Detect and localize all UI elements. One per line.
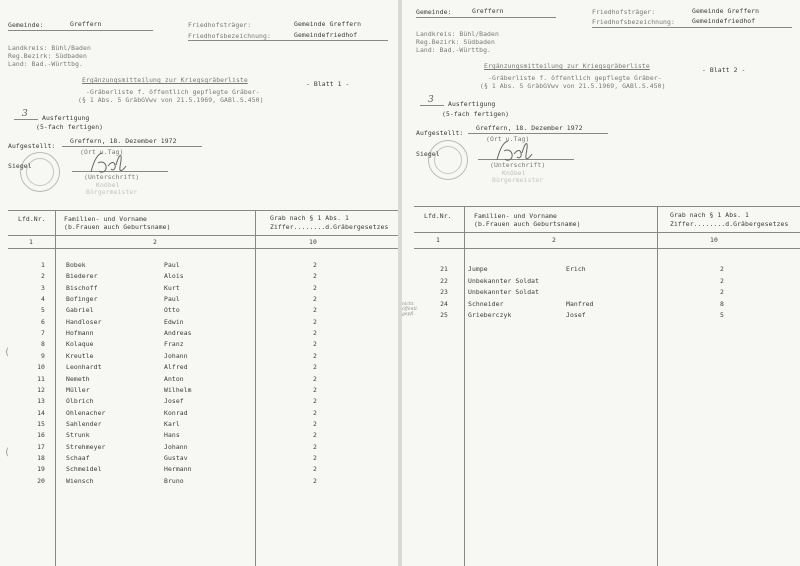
ausfertigung-number: 3 [22, 109, 28, 119]
signer-name: Knöbel [502, 169, 526, 177]
row-vor: Paul [164, 261, 180, 269]
fach-note: (5-fach fertigen) [36, 123, 104, 131]
row-z: 2 [313, 340, 317, 349]
row-z: 2 [313, 261, 317, 269]
row-z: 2 [313, 363, 317, 372]
row-nr: 6 [41, 317, 45, 326]
ausfertigung-number: 3 [428, 95, 434, 105]
row-fam: Müller [66, 385, 90, 394]
bezeichnung-label: Friedhofsbezeichnung: [592, 18, 675, 26]
col-number-10: 10 [309, 238, 317, 246]
ort-datum-label: (Ort u.Tag) [486, 135, 530, 143]
row-vor: Bruno [164, 476, 184, 485]
official-seal-stamp [428, 140, 468, 180]
row-fam: Bobek [66, 261, 86, 269]
row-fam: Biederer [66, 272, 98, 281]
row-nr: 25 [440, 311, 448, 319]
bezeichnung-label: Friedhofsbezeichnung: [188, 32, 271, 40]
row-vor: Gustav [164, 453, 188, 462]
row-z: 2 [313, 385, 317, 394]
unterschrift-label: (Unterschrift) [490, 161, 546, 169]
signer-title: Bürgermeister [492, 176, 544, 184]
row-vor: Konrad [164, 408, 188, 417]
traeger-value: Gemeinde Greffern [692, 7, 760, 15]
row-z: 2 [313, 272, 317, 281]
row-vor: Otto [164, 306, 180, 315]
row-vor: Johann [164, 351, 188, 360]
row-z: 2 [313, 408, 317, 417]
row-z: 2 [313, 283, 317, 292]
row-z: 2 [313, 306, 317, 315]
row-z: 2 [313, 465, 317, 474]
row-vor: Edwin [164, 317, 184, 326]
gemeinde-label: Gemeinde: [416, 8, 452, 16]
header-grab-2: Ziffer........d.Gräbergesetzes [270, 223, 389, 231]
row-z: 2 [313, 453, 317, 462]
reg-bezirk: Reg.Bezirk: Südbaden [416, 38, 495, 46]
row-vor: Andreas [164, 329, 192, 338]
bezeichnung-value: Gemeindefriedhof [692, 17, 756, 25]
row-z: 2 [313, 295, 317, 304]
row-vor: Johann [164, 442, 188, 451]
row-nr: 5 [41, 306, 45, 315]
ausfertigung-label: Ausfertigung [42, 114, 90, 122]
row-nr: 7 [41, 329, 45, 338]
unterschrift-label: (Unterschrift) [84, 173, 140, 181]
row-z: 2 [313, 317, 317, 326]
row-fam: Strehmeyer [66, 442, 106, 451]
header-name-1: Familien- und Vorname [474, 212, 557, 220]
row-z: 2 [720, 265, 724, 273]
bezeichnung-value: Gemeindefriedhof [294, 31, 358, 39]
aufgestellt-label: Aufgestellt: [8, 142, 56, 150]
aufgestellt-value: Greffern, 18. Dezember 1972 [476, 124, 583, 132]
row-vor: Franz [164, 340, 184, 349]
row-vor: Josef [164, 397, 184, 406]
row-nr: 18 [37, 453, 45, 462]
document-page-blatt-1 [0, 0, 398, 566]
document-title: Ergänzungsmitteilung zur Kriegsgräberliste [484, 62, 650, 70]
row-z: 2 [313, 351, 317, 360]
aufgestellt-value: Greffern, 18. Dezember 1972 [70, 137, 177, 145]
ort-datum-label: (Ort u.Tag) [80, 148, 124, 156]
row-nr: 12 [37, 385, 45, 394]
row-fam: Jumpe [468, 265, 488, 273]
traeger-label: Friedhofsträger: [188, 21, 252, 29]
header-name-2: (b.Frauen auch Geburtsname) [64, 223, 171, 231]
row-nr: 9 [41, 351, 45, 360]
row-vor: Paul [164, 295, 180, 304]
row-fam: Kolaque [66, 340, 94, 349]
col-number-1: 1 [29, 238, 33, 246]
row-vor: Alfred [164, 363, 188, 372]
gemeinde-value: Greffern [70, 20, 102, 28]
row-fam: Ohlenacher [66, 408, 106, 417]
row-fam: Nemeth [66, 374, 90, 383]
row-z: 2 [720, 288, 724, 296]
subtitle-line-2: (§ 1 Abs. 5 GräbGVwv von 21.5.1969, GABl.S.450) [480, 82, 666, 90]
signer-title: Bürgermeister [86, 188, 138, 196]
row-z: 2 [313, 476, 317, 485]
row-nr: 20 [37, 476, 45, 485]
traeger-value: Gemeinde Greffern [294, 20, 362, 28]
row-vor: Josef [566, 311, 586, 319]
row-vor: Wilhelm [164, 385, 192, 394]
gemeinde-value: Greffern [472, 7, 504, 15]
row-nr: 13 [37, 397, 45, 406]
row-fam: Kreutle [66, 351, 94, 360]
row-vor: Hermann [164, 465, 192, 474]
header-grab-1: Grab nach § 1 Abs. 1 [270, 214, 349, 222]
row-fam: Gabriel [66, 306, 94, 315]
official-seal-stamp [20, 152, 60, 192]
row-nr: 15 [37, 419, 45, 428]
land: Land: Bad.-Württbg. [416, 46, 492, 54]
land: Land: Bad.-Württbg. [8, 60, 84, 68]
row-z: 5 [720, 311, 724, 319]
row-nr: 24 [440, 299, 448, 308]
row-fam: Schaaf [66, 453, 90, 462]
col-number-2: 2 [552, 236, 556, 244]
row-nr: 14 [37, 408, 45, 417]
row-nr: 2 [41, 272, 45, 281]
landkreis: Landkreis: Bühl/Baden [8, 44, 91, 52]
row-fam: Handloser [66, 317, 102, 326]
aufgestellt-label: Aufgestellt: [416, 129, 464, 137]
row-vor: Alois [164, 272, 184, 281]
row-fam: Olbrich [66, 397, 94, 406]
row-vor: Erich [566, 265, 586, 273]
row-nr: 1 [41, 261, 45, 269]
reg-bezirk: Reg.Bezirk: Südbaden [8, 52, 87, 60]
row-fam: Schmeidel [66, 465, 102, 474]
row-z: 2 [313, 431, 317, 440]
blatt-number: - Blatt 2 - [702, 66, 746, 74]
row-nr: 16 [37, 431, 45, 440]
row-fam: Hofmann [66, 329, 94, 338]
row-fam: Unbekannter Soldat [468, 276, 540, 285]
col-number-10: 10 [710, 236, 718, 244]
blatt-number: - Blatt 1 - [306, 80, 350, 88]
row-fam: Bischoff [66, 283, 98, 292]
row-nr: 17 [37, 442, 45, 451]
row-z: 2 [313, 397, 317, 406]
subtitle-line-2: (§ 1 Abs. 5 GräbGVwv von 21.5.1969, GABl.S.450) [78, 96, 264, 104]
row-nr: 4 [41, 295, 45, 304]
row-vor: Karl [164, 419, 180, 428]
row-z: 2 [313, 374, 317, 383]
row-fam: Leonhardt [66, 363, 102, 372]
siegel-label: Siegel [8, 162, 32, 170]
header-grab-1: Grab nach § 1 Abs. 1 [670, 211, 749, 219]
row-nr: 8 [41, 340, 45, 349]
row-vor: Anton [164, 374, 184, 383]
row-nr: 22 [440, 276, 448, 285]
row-z: 2 [313, 419, 317, 428]
col-number-1: 1 [436, 236, 440, 244]
row-z: 2 [313, 442, 317, 451]
margin-mark: ( [4, 347, 11, 358]
landkreis: Landkreis: Bühl/Baden [416, 30, 499, 38]
document-page-blatt-2 [402, 0, 800, 566]
subtitle-line-1: -Gräberliste f. öffentlich gepflegte Gräber- [488, 74, 662, 82]
row-z: 2 [720, 276, 724, 285]
header-lfd-nr: Lfd.Nr. [18, 215, 46, 223]
row-z: 2 [313, 329, 317, 338]
header-name-1: Familien- und Vorname [64, 215, 147, 223]
signer-name: Knöbel [96, 181, 120, 189]
header-grab-2: Ziffer........d.Gräbergesetzes [670, 220, 789, 228]
row-fam: Unbekannter Soldat [468, 288, 540, 296]
gemeinde-label: Gemeinde: [8, 21, 44, 29]
siegel-label: Siegel [416, 150, 440, 158]
header-lfd-nr: Lfd.Nr. [424, 212, 452, 220]
ausfertigung-label: Ausfertigung [448, 100, 496, 108]
fach-note: (5-fach fertigen) [442, 110, 510, 118]
traeger-label: Friedhofsträger: [592, 8, 656, 16]
header-name-2: (b.Frauen auch Geburtsname) [474, 220, 581, 228]
margin-mark: ( [4, 447, 11, 458]
row-nr: 10 [37, 363, 45, 372]
row-nr: 23 [440, 288, 448, 296]
handwritten-margin-note: nicht öffentl. gepfl. [402, 302, 419, 317]
row-fam: Grieberczyk [468, 311, 512, 319]
row-nr: 21 [440, 265, 448, 273]
subtitle-line-1: -Gräberliste f. öffentlich gepflegte Gräber- [86, 88, 260, 96]
col-number-2: 2 [153, 238, 157, 246]
document-title: Ergänzungsmitteilung zur Kriegsgräberliste [82, 76, 248, 84]
row-z: 8 [720, 299, 724, 308]
row-fam: Sahlender [66, 419, 102, 428]
row-fam: Wiensch [66, 476, 94, 485]
row-vor: Hans [164, 431, 180, 440]
row-nr: 19 [37, 465, 45, 474]
row-vor: Manfred [566, 299, 594, 308]
row-nr: 11 [37, 374, 45, 383]
row-nr: 3 [41, 283, 45, 292]
row-fam: Bofinger [66, 295, 98, 304]
row-vor: Kurt [164, 283, 180, 292]
row-fam: Strunk [66, 431, 90, 440]
row-fam: Schneider [468, 299, 504, 308]
